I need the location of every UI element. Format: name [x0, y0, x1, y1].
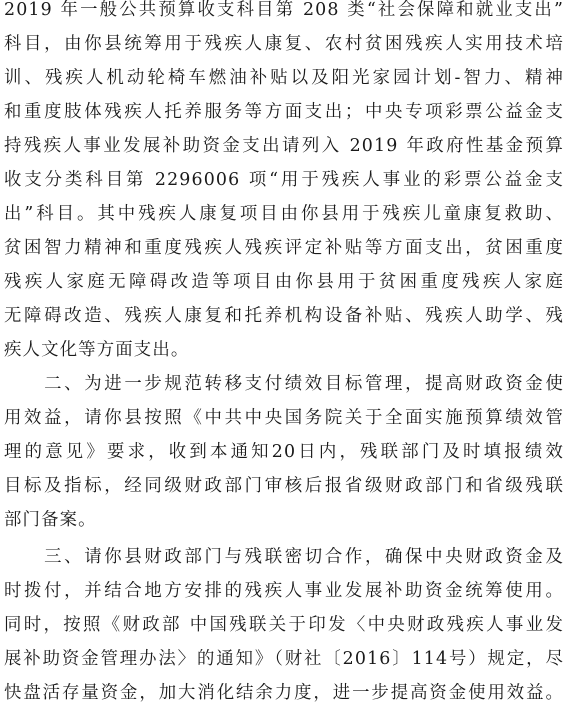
paragraph-end-line: 疾人文化等方面支出。	[4, 340, 190, 360]
text-line: 时拨付，并结合地方安排的残疾人事业发展补助资金统筹使用。	[4, 581, 564, 601]
text-line: 持残疾人事业发展补助资金支出请列入 2019 年政府性基金预算	[4, 136, 564, 156]
text-line: 快盘活存量资金，加大消化结余力度，进一步提高资金使用效益。	[4, 683, 564, 703]
text-line: 理的意见》要求，收到本通知20日内，残联部门及时填报绩效	[4, 442, 564, 462]
text-line: 和重度肢体残疾人托养服务等方面支出；中央专项彩票公益金支	[4, 102, 564, 122]
text-line: 展补助资金管理办法〉的通知》（财社〔2016〕114号）规定，尽	[4, 649, 564, 669]
text-line: 目标及指标，经同级财政部门审核后报省级财政部门和省级残联	[4, 476, 564, 496]
text-line: 科目，由你县统筹用于残疾人康复、农村贫困残疾人实用技术培	[4, 34, 564, 54]
text-line: 同时，按照《财政部 中国残联关于印发〈中央财政残疾人事业发	[4, 615, 564, 635]
document-page	[4, 0, 564, 703]
text-line: 出”科目。其中残疾人康复项目由你县用于残疾儿童康复救助、	[4, 204, 564, 224]
text-line: 无障碍改造、残疾人康复和托养机构设备补贴、残疾人助学、残	[4, 306, 564, 326]
text-line: 贫困智力精神和重度残疾人残疾评定补贴等方面支出，贫困重度	[4, 238, 564, 258]
paragraph-start-line: 三、请你县财政部门与残联密切合作，确保中央财政资金及	[4, 547, 564, 567]
text-line: 用效益，请你县按照《中共中央国务院关于全面实施预算绩效管	[4, 408, 564, 428]
text-line: 残疾人家庭无障碍改造等项目由你县用于贫困重度残疾人家庭	[4, 272, 564, 292]
paragraph-start-line: 二、为进一步规范转移支付绩效目标管理，提高财政资金使	[4, 374, 564, 394]
text-line: 收支分类科目第 2296006 项“用于残疾人事业的彩票公益金支	[4, 170, 564, 190]
text-line: 训、残疾人机动轮椅车燃油补贴以及阳光家园计划-智力、精神	[4, 68, 564, 88]
text-line: 2019 年一般公共预算收支科目第 208 类“社会保障和就业支出”	[4, 0, 564, 20]
paragraph-end-line: 部门备案。	[4, 510, 97, 530]
